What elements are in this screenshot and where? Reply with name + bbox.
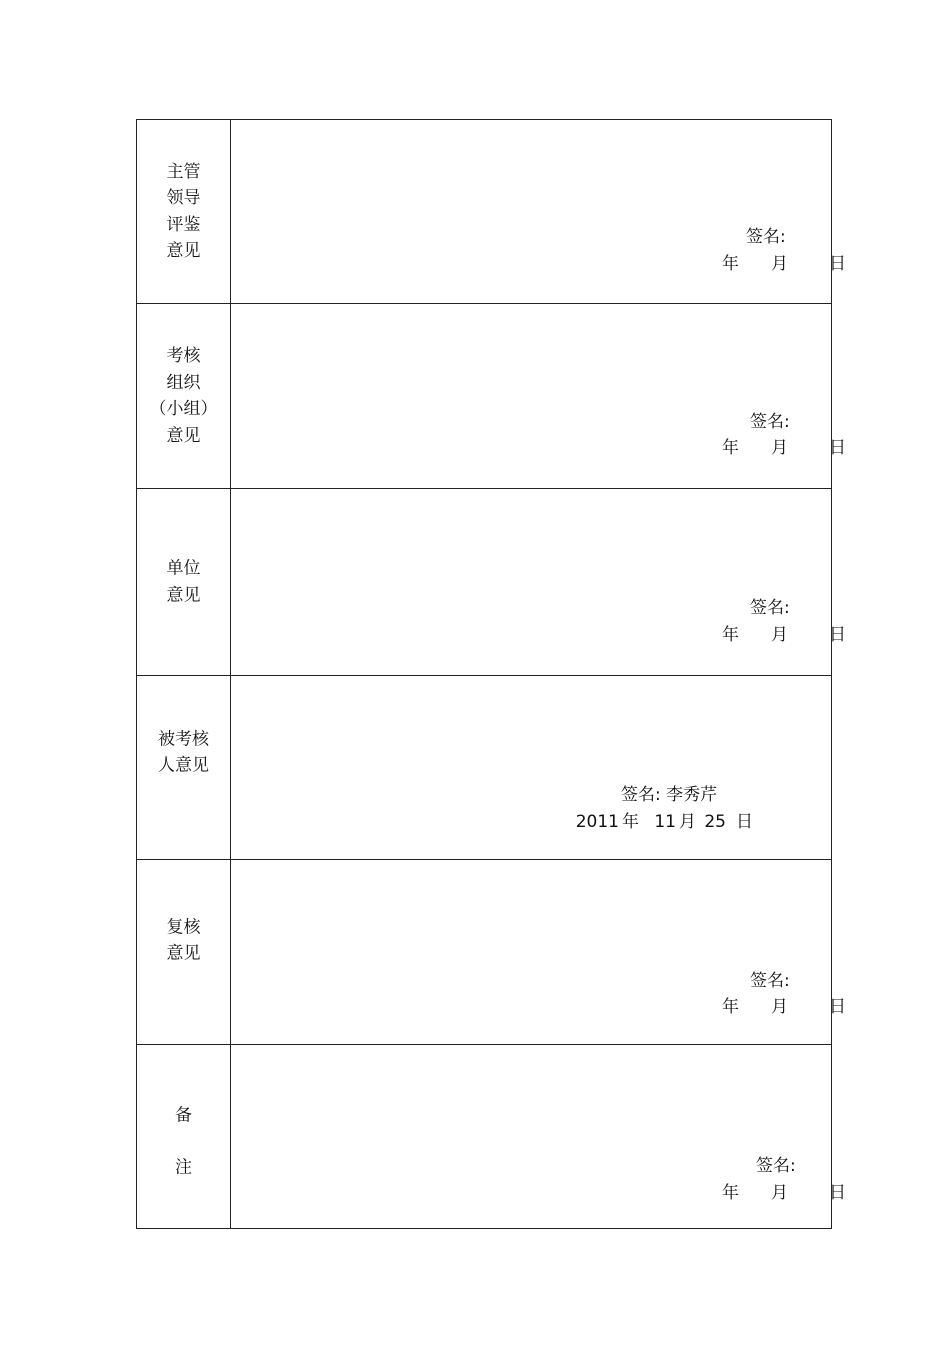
date-month-unit: 月 xyxy=(771,254,788,274)
date-month-unit: 月 xyxy=(679,812,696,832)
date-day-unit: 日 xyxy=(829,438,846,458)
date-month-unit: 月 xyxy=(771,997,788,1017)
signature-label: 签名: xyxy=(756,1156,796,1176)
opinion-field[interactable] xyxy=(231,489,846,676)
signature-label: 签名: xyxy=(746,227,786,247)
form-row-assessment-group xyxy=(137,304,832,489)
review-form-table xyxy=(136,119,846,1229)
row-label-cell xyxy=(137,304,231,489)
date-year-unit: 年 xyxy=(722,438,739,458)
row-label-cell xyxy=(137,860,231,1045)
row-label-line: 主管 xyxy=(166,161,201,182)
row-label-cell xyxy=(137,676,231,860)
row-label xyxy=(137,726,230,779)
date-year-unit: 年 xyxy=(722,997,739,1017)
date-month-unit: 月 xyxy=(771,1183,788,1203)
opinion-field[interactable] xyxy=(231,676,832,860)
signature-value[interactable]: 李秀芹 xyxy=(666,785,718,805)
date-day-unit: 日 xyxy=(829,254,846,274)
signature-line xyxy=(750,970,790,992)
signature-line xyxy=(750,597,790,619)
form-row-assessee xyxy=(137,676,832,860)
date-year-value[interactable]: 2011 xyxy=(575,812,619,832)
signature-label: 签名: xyxy=(621,785,661,805)
row-label xyxy=(137,556,230,609)
row-label xyxy=(137,343,230,449)
signature-label: 签名: xyxy=(750,971,790,991)
row-label-line: 考核 xyxy=(166,346,201,366)
row-label xyxy=(137,159,230,265)
date-day-value[interactable]: 25 xyxy=(704,812,726,832)
signature-line xyxy=(750,411,790,433)
date-year-unit: 年 xyxy=(722,625,739,645)
opinion-field[interactable] xyxy=(231,304,846,489)
row-label-cell xyxy=(137,489,231,676)
row-label xyxy=(137,914,230,967)
row-label-line: （小组） xyxy=(149,399,218,419)
row-label-line: 评鉴 xyxy=(166,214,201,235)
row-label-line: 注 xyxy=(175,1157,192,1178)
date-year-unit: 年 xyxy=(622,812,639,832)
row-label-line: 组织 xyxy=(166,372,201,393)
form-row-supervisor xyxy=(137,120,832,304)
row-label-line: 领导 xyxy=(166,188,201,208)
row-label xyxy=(137,1102,230,1181)
row-label-line: 人意见 xyxy=(158,755,209,776)
signature-line xyxy=(756,1155,796,1177)
form-row-review xyxy=(137,860,832,1045)
row-label-line: 意见 xyxy=(166,425,201,446)
row-label-line: 意见 xyxy=(166,943,201,964)
date-year-unit: 年 xyxy=(722,254,739,274)
signature-label: 签名: xyxy=(750,598,790,618)
date-year-unit: 年 xyxy=(722,1183,739,1203)
row-label-line: 备 xyxy=(175,1105,192,1126)
date-day-unit: 日 xyxy=(829,1183,846,1203)
opinion-field[interactable] xyxy=(231,120,846,304)
row-label-cell xyxy=(137,1045,231,1229)
date-month-unit: 月 xyxy=(771,438,788,458)
row-label-line: 复核 xyxy=(166,917,201,938)
row-label-line: 意见 xyxy=(166,585,201,605)
signature-line xyxy=(746,226,786,248)
opinion-field[interactable] xyxy=(231,1045,846,1229)
form-row-unit xyxy=(137,489,832,676)
date-day-unit: 日 xyxy=(736,812,753,832)
signature-line xyxy=(621,784,717,806)
date-day-unit: 日 xyxy=(829,997,846,1017)
form-row-remarks xyxy=(137,1045,832,1229)
opinion-field[interactable] xyxy=(231,860,846,1045)
row-label-line: 单位 xyxy=(166,558,201,579)
date-month-unit: 月 xyxy=(771,625,788,645)
date-day-unit: 日 xyxy=(829,625,846,645)
signature-label: 签名: xyxy=(750,412,790,432)
row-label-line: 被考核 xyxy=(158,729,209,750)
date-month-value[interactable]: 11 xyxy=(654,812,676,832)
row-label-cell xyxy=(137,120,231,304)
row-label-line: 意见 xyxy=(166,241,201,261)
